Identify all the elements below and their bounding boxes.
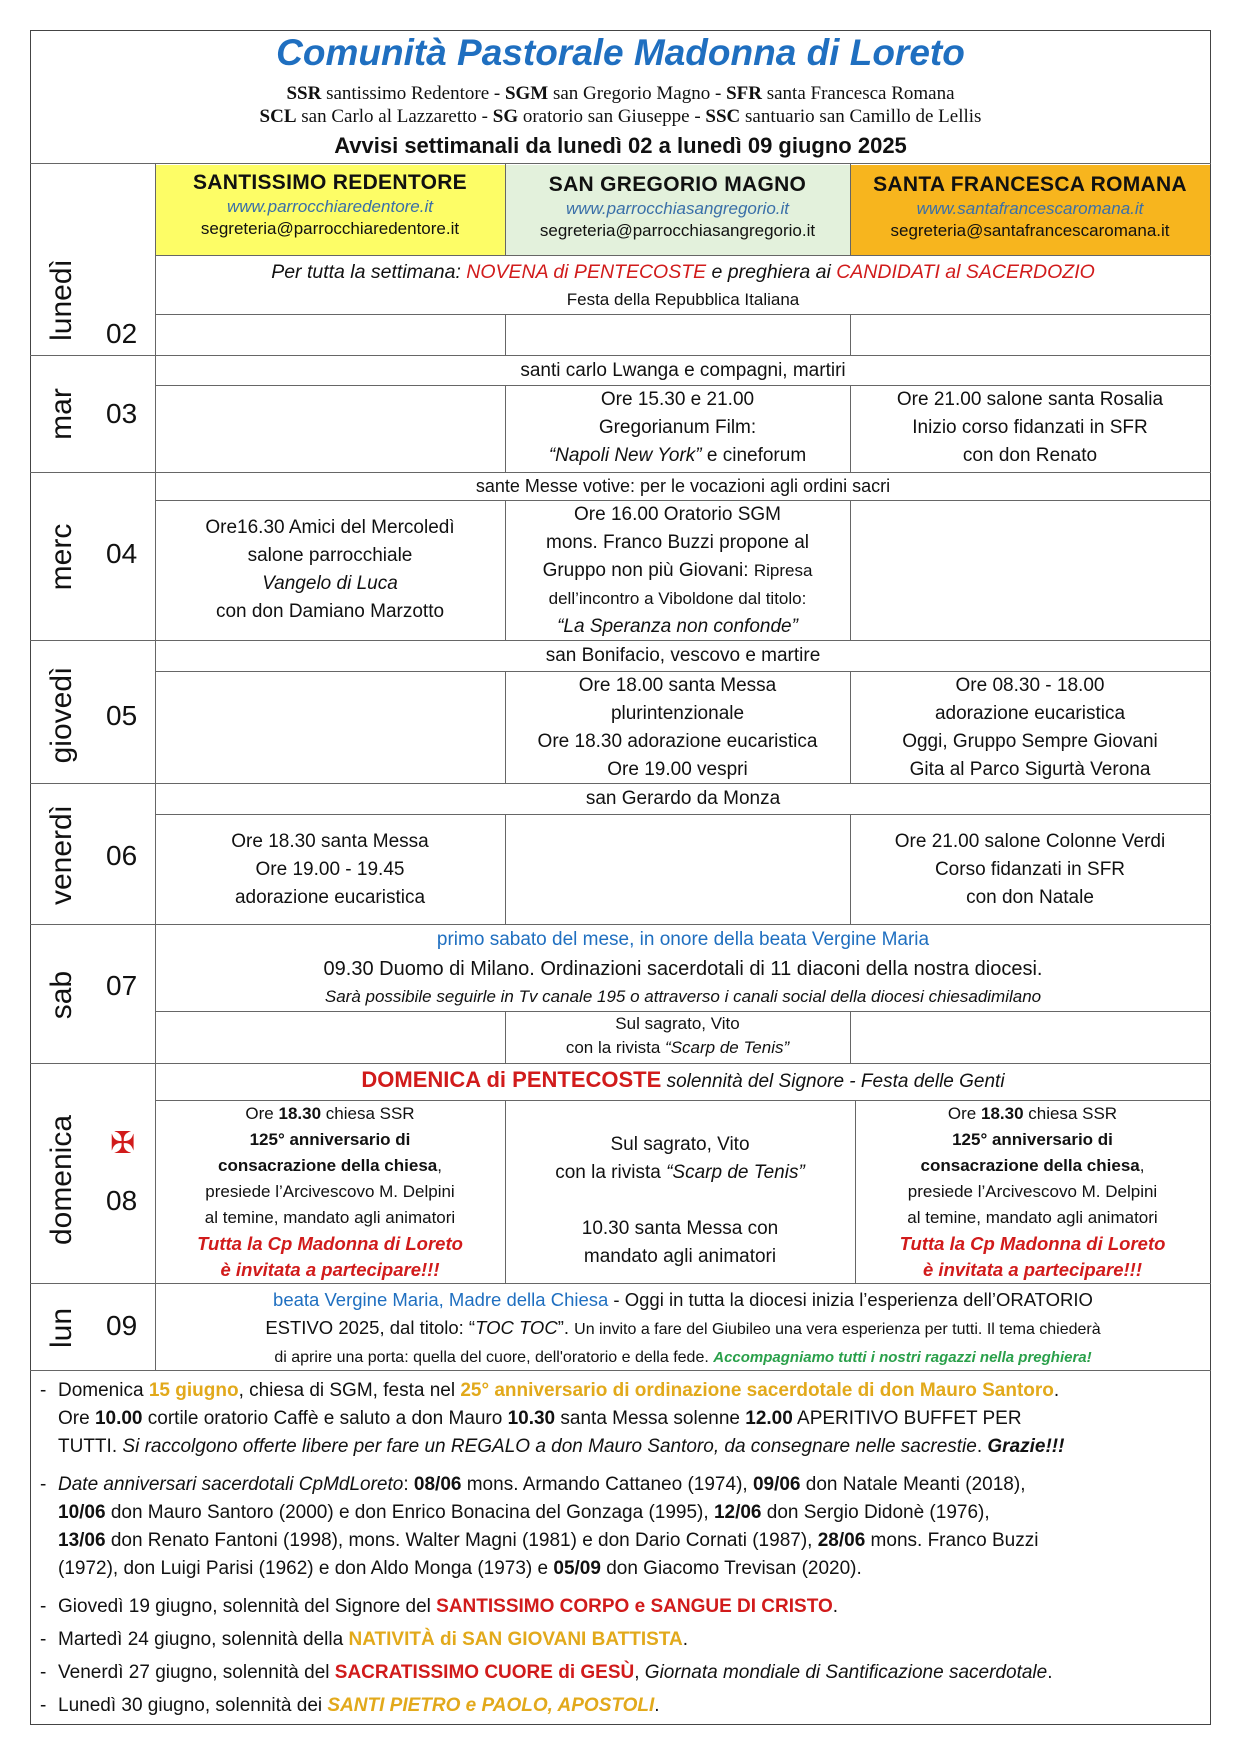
day-number: 02 [106,318,138,349]
event-line: è invitata a partecipare!!! [923,1259,1142,1280]
banner-text: e preghiera ai [706,261,837,283]
note-item [40,1692,1180,1720]
text: SACRATISSIMO CUORE di GESÙ [334,1662,635,1683]
parish-email[interactable]: segreteria@parrocchiaredentore.it [200,219,460,238]
grid-line [30,163,1211,164]
code-sgm: SGM [504,83,549,104]
sfr-event [850,828,1210,912]
note-item [40,1377,1180,1461]
sgm-event [505,501,850,641]
event-line: Ore 08.30 - 18.00 [955,675,1105,696]
event-line: Ore 15.30 e 21.00 [600,389,755,410]
name-ssr: santissimo Redentore - [321,83,505,104]
code-ssr: SSR [286,83,322,104]
day-number: 07 [106,970,138,1001]
event-line: 125° anniversario di [952,1130,1113,1149]
text: 10.00 [94,1408,143,1429]
grid-line [30,1063,1211,1064]
event-text: chiesa SSR [321,1104,415,1123]
ordination-note: Sarà possibile seguirle in Tv canale 195 o attraverso i canali social della diocesi chiesadimilano [324,987,1042,1006]
text: 12/06 [713,1502,762,1523]
text: don Sergio Didonè (1976), [761,1502,990,1523]
ssr-event [155,1101,505,1283]
event-line: presiede l’Arcivescovo M. Delpini [205,1182,455,1201]
sfr-event [850,672,1210,784]
banner-candidati: CANDIDATI al SACERDOZIO [836,261,1095,283]
text: 28/06 [817,1530,866,1551]
text: Martedì 24 giugno, solennità della [58,1629,349,1650]
text: cortile oratorio Caffè e saluto a don Mauro [142,1408,508,1429]
header-line-1 [30,83,1211,105]
event-line [505,557,850,585]
event-line: Oggi, Gruppo Sempre Giovani [902,731,1158,752]
event-line: Tutta la Cp Madonna di Loreto [899,1233,1166,1254]
event-line: adorazione eucaristica [234,887,426,908]
event-line: Ore 18.30 santa Messa [231,831,429,852]
day-name-giovedi: giovedì [45,666,78,764]
event-line: Sul sagrato, Vito [615,1014,740,1033]
grid-line [505,163,506,255]
text: . [682,1629,689,1650]
sgm-event [505,1131,855,1271]
text: APERITIVO BUFFET PER [792,1408,1022,1429]
text: . [1047,1662,1053,1683]
feast-label: beata Vergine Maria, Madre della Chiesa [273,1289,609,1310]
feast-label: Festa della Repubblica Italiana [566,290,800,309]
parish-header-sfr [850,165,1210,255]
grid-line [155,255,1211,256]
event-text: Ore [947,1104,981,1123]
feast-label: primo sabato del mese, in onore della beata Vergine Maria [436,929,930,950]
event-time: 18.30 [980,1104,1024,1123]
text: mons. Armando Cattaneo (1974), [461,1474,753,1495]
event-text: , [1139,1156,1145,1175]
parish-email[interactable]: segreteria@santafrancescaromana.it [890,221,1170,240]
text: 12.00 [745,1408,793,1429]
magazine-title: “Scarp de Tenis” [666,1162,805,1183]
event-line: al temine, mandato agli animatori [204,1208,456,1227]
day-name-mar: mar [45,388,78,440]
oratorio-announcement [155,1286,1211,1372]
name-scl: san Carlo al Lazzaretto - [296,106,493,127]
feast-label: san Bonifacio, vescovo e martire [545,645,821,666]
event-line: Ore 16.00 Oratorio SGM [574,504,781,525]
day-name-sab: sab [45,970,78,1020]
day-name-venerdi: venerdì [45,804,78,906]
note-text [58,1659,1180,1687]
feast-subtitle: solennità del Signore - Festa delle Genti [661,1071,1005,1092]
event-line [155,1153,505,1179]
text: don Mauro Santoro (2000) e don Enrico Bonacina del Gonzaga (1995), [105,1502,714,1523]
note-item [40,1659,1180,1687]
bullet: - [40,1474,47,1495]
note-text [58,1692,1180,1720]
text: . [832,1596,839,1617]
text: Giovedì 19 giugno, solennità del Signore del [58,1596,437,1617]
ordination-event: 09.30 Duomo di Milano. Ordinazioni sacerdotali di 11 diaconi della nostra diocesi. [323,958,1043,980]
magazine-title: “Scarp de Tenis” [665,1038,790,1057]
event-text: consacrazione della chiesa [218,1156,438,1175]
text: . [654,1695,660,1716]
event-line [505,1036,850,1060]
parish-url[interactable]: www.santafrancescaromana.it [916,199,1144,218]
pentecost-title: DOMENICA di PENTECOSTE [361,1067,662,1092]
parish-name: SANTA FRANCESCA ROMANA [873,173,1187,196]
event-line: mandato agli animatori [583,1246,777,1267]
ssr-event [155,828,505,912]
grid-line [505,314,506,355]
feast-label: santi carlo Lwanga e compagni, martiri [520,360,846,381]
event-line: al temine, mandato agli animatori [907,1208,1158,1227]
day-number: 09 [106,1310,138,1341]
event-line [155,1344,1211,1372]
header-line-2 [30,106,1211,128]
prayer-invite: Accompagniamo tutti i nostri ragazzi nella preghiera! [713,1349,1092,1366]
day-name-lun: lun [45,1307,78,1349]
event-line: Ore 18.30 adorazione eucaristica [537,731,818,752]
spacer [505,1187,855,1215]
event-text: chiesa SSR [1023,1104,1118,1123]
maltese-cross-icon: ✠ [110,1127,136,1160]
parish-header-ssr [155,165,505,255]
name-sfr: santa Francesca Romana [761,83,955,104]
event-line: Corso fidanzati in SFR [934,859,1126,880]
text: 09/06 [752,1474,801,1495]
parish-name: SANTISSIMO REDENTORE [193,171,467,194]
event-line [855,1153,1210,1179]
event-line [155,1286,1211,1314]
text: Venerdì 27 giugno, solennità del [58,1662,335,1683]
event-text: di aprire una porta: quella del cuore, dell'oratorio e della fede. [274,1349,714,1366]
event-line: Sul sagrato, Vito [610,1134,750,1155]
note-text [58,1626,1180,1654]
text: santa Messa solenne [555,1408,746,1429]
name-sgm: san Gregorio Magno - [548,83,727,104]
text: NATIVITÀ di SAN GIOVANI BATTISTA [348,1629,683,1650]
text: 10/06 [58,1502,106,1523]
event-line: 10.30 santa Messa con [581,1218,779,1239]
event-line [155,1314,1211,1344]
grid-line [850,314,851,355]
day-name-lunedi: lunedì [45,259,78,341]
event-line: Ore 18.00 santa Messa [578,675,777,696]
event-line: “La Speranza non confonde” [557,616,798,637]
text: 10.30 [507,1408,556,1429]
code-sg: SG [492,106,519,127]
event-text: ESTIVO 2025, dal titolo: “ [265,1317,476,1338]
bullet: - [40,1380,47,1401]
parish-url[interactable]: www.parrocchiasangregorio.it [566,199,789,218]
event-line: Ore 19.00 - 19.45 [255,859,405,880]
day-number: 05 [106,700,138,731]
text: mons. Franco Buzzi [865,1530,1039,1551]
bullet: - [40,1695,47,1716]
ssr-event [155,514,505,626]
text: . [1053,1380,1060,1401]
event-line: salone parrocchiale [247,545,413,566]
day-name-merc: merc [45,523,78,591]
text: don Giacomo Trevisan (2020). [600,1558,862,1579]
note-item [40,1593,1180,1621]
event-text: e cineforum [701,445,807,466]
event-line: con don Damiano Marzotto [215,601,445,622]
sfr-event [855,1101,1210,1283]
bullet: - [40,1629,47,1650]
text: , chiesa di SGM, festa nel [238,1380,461,1401]
text: SANTI PIETRO e PAOLO, APOSTOLI [327,1695,655,1716]
day-number: 03 [106,398,138,429]
sgm-event [505,386,850,470]
event-line: presiede l’Arcivescovo M. Delpini [907,1182,1158,1201]
event-line: Ore16.30 Amici del Mercoledì [205,517,455,538]
event-line: Ore 21.00 salone Colonne Verdi [894,831,1166,852]
banner-novena: NOVENA di PENTECOSTE [466,261,707,283]
note-text [58,1593,1180,1621]
sgm-event [505,672,850,784]
event-line: dell’incontro a Viboldone dal titolo: [548,589,807,608]
text: : [403,1474,414,1495]
feast-label: san Gerardo da Monza [585,788,781,809]
event-text: con la rivista [555,1162,667,1183]
event-text: consacrazione della chiesa [920,1156,1140,1175]
event-line: mons. Franco Buzzi propone al [546,532,809,553]
sgm-event [505,1012,850,1060]
text: Ore [58,1408,95,1429]
bullet: - [40,1596,47,1617]
text: SANTISSIMO CORPO e SANGUE DI CRISTO [436,1596,833,1617]
parish-url[interactable]: www.parrocchiaredentore.it [227,197,433,216]
code-scl: SCL [259,106,297,127]
event-line: con don Natale [966,887,1094,908]
text: Lunedì 30 giugno, solennità dei [58,1695,328,1716]
event-line [855,1101,1210,1127]
day-number: 08 [106,1185,138,1216]
grid-line [850,163,851,255]
note-text [58,1471,1180,1583]
grid-line [505,814,506,924]
text: 25° anniversario di ordinazione sacerdotale di don Mauro Santoro [460,1380,1054,1401]
week-banner [155,258,1211,286]
name-sg: oratorio san Giuseppe - [518,106,706,127]
grid-line [30,355,1211,356]
parish-email[interactable]: segreteria@parrocchiasangregorio.it [539,221,816,240]
event-time: 18.30 [278,1104,322,1123]
event-line: Ore 19.00 vespri [607,759,748,780]
event-line: Inizio corso fidanzati in SFR [912,417,1148,438]
text: Giornata mondiale di Santificazione sacerdotale [644,1662,1048,1683]
name-ssc: santuario san Camillo de Lellis [740,106,982,127]
event-line: 125° anniversario di [249,1130,411,1149]
event-line: con don Renato [962,445,1098,466]
event-text: Un invito a fare del Giubileo una vera esperienza per tutti. Il tema chiederà [574,1321,1101,1338]
event-line [155,1101,505,1127]
note-item [40,1471,1180,1583]
event-text: - Oggi in tutta la diocesi inizia l’esperienza dell’ORATORIO [608,1289,1093,1310]
event-line: plurintenzionale [610,703,745,724]
event-text: , [437,1156,442,1175]
grid-line [155,814,1211,815]
event-line: è invitata a partecipare!!! [220,1259,440,1280]
text: . [976,1436,988,1457]
event-text: Gruppo non più Giovani: [542,560,754,581]
page-title: Comunità Pastorale Madonna di Loreto [276,32,965,73]
note-text [58,1377,1180,1461]
text: 13/06 [58,1530,106,1551]
grid-line [850,1011,851,1063]
parish-name: SAN GREGORIO MAGNO [548,173,807,196]
parish-header-sgm [505,165,850,255]
sfr-event [850,386,1210,470]
event-text: Ore [245,1104,279,1123]
text: (1972), don Luigi Parisi (1962) e don Aldo Monga (1973) e [58,1558,554,1579]
text: don Renato Fantoni (1998), mons. Walter Magni (1981) e don Dario Cornati (1987), [105,1530,818,1551]
text: , [634,1662,645,1683]
text: Domenica [58,1380,149,1401]
grid-line [30,1283,1211,1284]
grid-line [850,500,851,640]
event-line [505,1159,855,1187]
bullet: - [40,1662,47,1683]
page-subtitle: Avvisi settimanali da lunedì 02 a lunedì 09 giugno 2025 [334,133,907,158]
event-text: ”. [557,1317,575,1338]
text: 05/09 [553,1558,601,1579]
grid-line [155,314,1211,315]
feast-label [155,1066,1211,1096]
event-line: Gita al Parco Sigurtà Verona [909,759,1151,780]
text: don Natale Meanti (2018), [800,1474,1026,1495]
film-title: “Napoli New York” [548,445,702,466]
event-text: con la rivista [565,1038,666,1057]
text: 15 giugno [148,1380,239,1401]
text: Date anniversari sacerdotali CpMdLoreto [58,1474,404,1495]
event-line: adorazione eucaristica [934,703,1126,724]
event-line: Ore 21.00 salone santa Rosalia [896,389,1164,410]
text: Si raccolgono offerte libere per fare un REGALO a don Mauro Santoro, da consegnare nelle sacrestie [122,1436,977,1457]
note-item [40,1626,1180,1654]
text: TUTTI. [58,1436,123,1457]
event-line [505,442,850,470]
day-number: 06 [106,840,138,871]
code-ssc: SSC [705,106,741,127]
text: Grazie!!! [987,1436,1065,1457]
event-line: Gregorianum Film: [598,417,757,438]
event-line: Vangelo di Luca [262,573,398,594]
feast-label: sante Messe votive: per le vocazioni agli ordini sacri [475,476,891,496]
text: 08/06 [413,1474,462,1495]
day-name-domenica: domenica [45,1114,78,1246]
oratorio-title: TOC TOC [475,1317,558,1338]
code-sfr: SFR [726,83,762,104]
grid-line [30,924,1211,925]
event-line: Tutta la Cp Madonna di Loreto [197,1233,463,1254]
day-number: 04 [106,538,138,569]
event-text: Ripresa [753,561,813,580]
banner-text: Per tutta la settimana: [271,261,467,283]
